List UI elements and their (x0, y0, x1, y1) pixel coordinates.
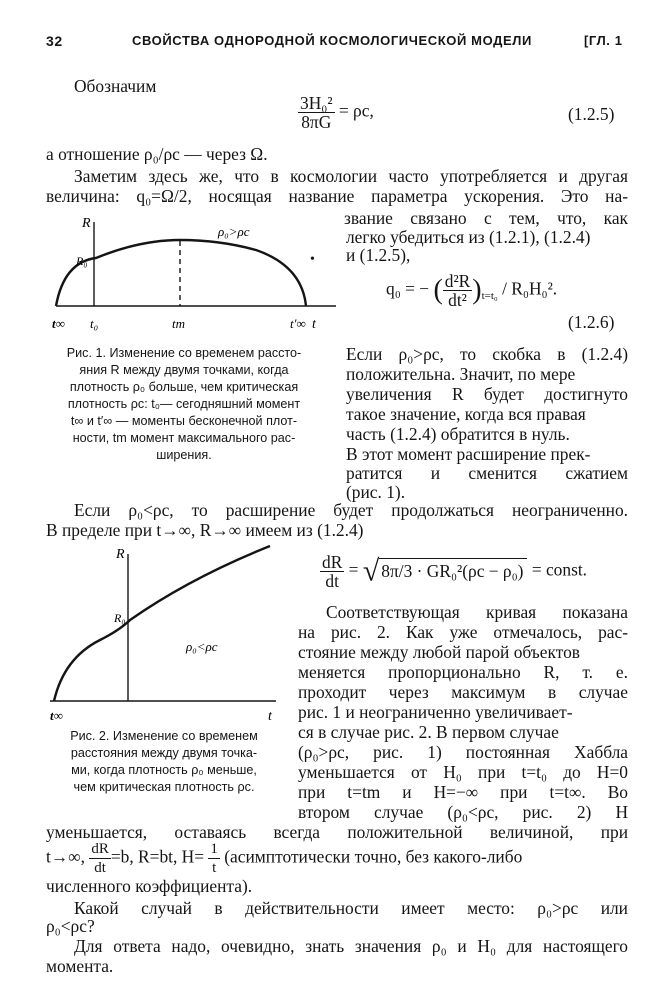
text-line: ся в случае рис. 2. В первом случае (298, 722, 559, 742)
axis-label-t: t (312, 317, 316, 332)
caption-line: расстояния между двумя точка- (70, 746, 258, 760)
caption-line: яния R между двумя точками, когда (79, 363, 289, 377)
fraction-numerator: dR (322, 552, 343, 572)
text-line: Обозначим (74, 76, 157, 96)
text-line: и (1.2.5), (346, 245, 411, 265)
text-line: на рис. 2. Как уже отмечалось, рас- (298, 622, 628, 642)
caption-line: ности, tm момент максимального рас- (72, 431, 296, 445)
t-inf2-label: t′∞ (290, 316, 306, 331)
figure-2-caption (46, 728, 282, 796)
text-line: звание связано с тем, что, как (344, 208, 628, 228)
equals-sign: = (348, 559, 359, 580)
figure-2 (40, 540, 290, 725)
text-line: стояние между любой парой объектов (298, 642, 581, 662)
text-part: (асимптотически точно, без какого-либо (224, 846, 523, 867)
caption-line: ширения. (156, 448, 212, 462)
page-number: 32 (46, 33, 63, 49)
equation-number: (1.2.5) (568, 104, 615, 124)
text-line: Соответствующая кривая показана (326, 602, 628, 622)
caption-line: Рис. 2. Изменение со временем (70, 729, 258, 743)
fraction (298, 94, 335, 131)
text-line-with-fractions (46, 840, 522, 877)
figure-1 (40, 210, 340, 340)
text-line: меняется пропорционально R, т. е. (298, 662, 628, 682)
caption-line: плотность ρ₀ больше, чем критическая (69, 380, 299, 394)
fraction (320, 553, 344, 590)
caption-line: чем критическая плотность ρc. (73, 780, 255, 794)
text-line: такое значение, когда вся правая (346, 404, 586, 424)
fraction-numerator: dR (91, 841, 109, 857)
t0-label: t₀ (90, 316, 99, 331)
axis-label-t: t (268, 709, 272, 724)
subscript: t=t₀ (481, 289, 498, 302)
text-line: при t=tm и H=−∞ при t=t∞. Во (298, 782, 628, 802)
equation-number: (1.2.6) (568, 312, 615, 332)
text-line: уменьшается, оставаясь всегда положительной величиной, при (46, 822, 628, 842)
equation-rhs: = ρc, (338, 100, 374, 121)
caption-line: ми, когда плотность ρ₀ меньше, (71, 763, 257, 777)
text-part: =b, R=bt, H= (110, 846, 205, 867)
chapter-label: [ГЛ. 1 (584, 33, 623, 48)
text-line: В этот момент расширение прек- (346, 444, 591, 464)
equation-1-2-6 (386, 272, 557, 309)
text-line: Если ρ₀>ρc, то скобка в (1.2.4) (346, 344, 628, 364)
running-title: СВОЙСТВА ОДНОРОДНОЙ КОСМОЛОГИЧЕСКОЙ МОДЕЛИ (132, 33, 532, 48)
fraction (443, 272, 473, 309)
r0-label: R₀ (76, 254, 88, 268)
fraction-denominator: dt (325, 571, 339, 591)
fraction-denominator: dt (94, 860, 106, 876)
text-line: (рис. 1). (346, 482, 406, 502)
fraction-numerator: 1 (210, 841, 218, 857)
fraction-denominator: 8πG (301, 112, 332, 132)
text-line: Если ρ₀<ρc, то расширение будет продолжаться неограниченно. (74, 500, 628, 520)
text-line: ратится и сменится сжатием (346, 463, 628, 483)
figure-1-caption (46, 345, 322, 464)
equation-1-2-5 (298, 94, 374, 131)
caption-line: Рис. 1. Изменение со временем рассто- (66, 346, 302, 360)
fraction-numerator: 3H₀² (300, 93, 333, 113)
text-line: легко убедиться из (1.2.1), (1.2.4) (346, 227, 591, 247)
equation-dr-dt (320, 553, 587, 590)
fraction-denominator: dt² (448, 290, 467, 310)
t-inf-label: t∞ (50, 708, 63, 723)
equation-rhs: / R₀H₀². (502, 278, 558, 299)
text-line: В пределе при t→∞, R→∞ имеем из (1.2.4) (46, 520, 364, 540)
open-universe-curve (54, 546, 270, 701)
sqrt-sign: √ (362, 554, 380, 588)
text-line: Для ответа надо, очевидно, знать значения ρ₀ и H₀ для настоящего (74, 936, 628, 956)
fraction (89, 840, 111, 877)
caption-line: плотность ρc: t₀— сегодняшний момент (67, 397, 301, 411)
text-line: (ρ₀>ρc, рис. 1) постоянная Хаббла (298, 742, 628, 762)
region-label: ρ₀>ρc (218, 224, 250, 239)
text-line: положительна. Значит, по мере (346, 364, 576, 384)
t-inf-label: t∞ (52, 316, 65, 331)
text-line: момента. (46, 956, 114, 976)
text-part: t→∞, (46, 846, 85, 867)
caption-line: t∞ и t′∞ — моменты бесконечной плот- (70, 414, 298, 428)
dot-mark: • (310, 252, 315, 267)
text-line: уменьшается от H₀ при t=t₀ до H=0 (298, 762, 628, 782)
text-line: проходит через максимум в случае (298, 682, 628, 702)
equation-rhs: = const. (531, 559, 588, 580)
text-line: численного коэффициента). (46, 876, 253, 896)
text-line: увеличения R будет достигнуто (346, 384, 628, 404)
text-line: величина: q₀=Ω/2, носящая название параметра ускорения. Это на- (46, 186, 628, 206)
fraction-denominator: t (212, 860, 217, 876)
r0-label: R₀ (114, 611, 126, 625)
text-line: Какой случай в действительности имеет место: ρ₀>ρc или (74, 898, 628, 918)
axis-label-r: R (82, 216, 91, 231)
text-line: ρ₀<ρc? (46, 916, 95, 936)
tm-label: tm (172, 316, 185, 331)
text-line: рис. 1 и неограниченно увеличивает- (298, 702, 573, 722)
text-line: часть (1.2.4) обратится в нуль. (346, 424, 570, 444)
text-line: Заметим здесь же, что в космологии часто употребляется и другая (74, 166, 628, 186)
region-label: ρ₀<ρc (186, 639, 218, 654)
paren-open: ( (433, 274, 443, 306)
fraction-numerator: d²R (444, 271, 471, 291)
paren-close: ) (472, 274, 482, 306)
radicand: 8π/3 · GR₀²(ρc − ρ₀) (379, 558, 527, 581)
text-line: втором случае (ρ₀<ρc, рис. 2) H (298, 802, 628, 822)
axis-label-r: R (116, 547, 125, 562)
equation-lhs: q₀ = − (386, 278, 430, 299)
fraction (208, 840, 220, 877)
text-line: а отношение ρ₀/ρc — через Ω. (46, 144, 268, 164)
